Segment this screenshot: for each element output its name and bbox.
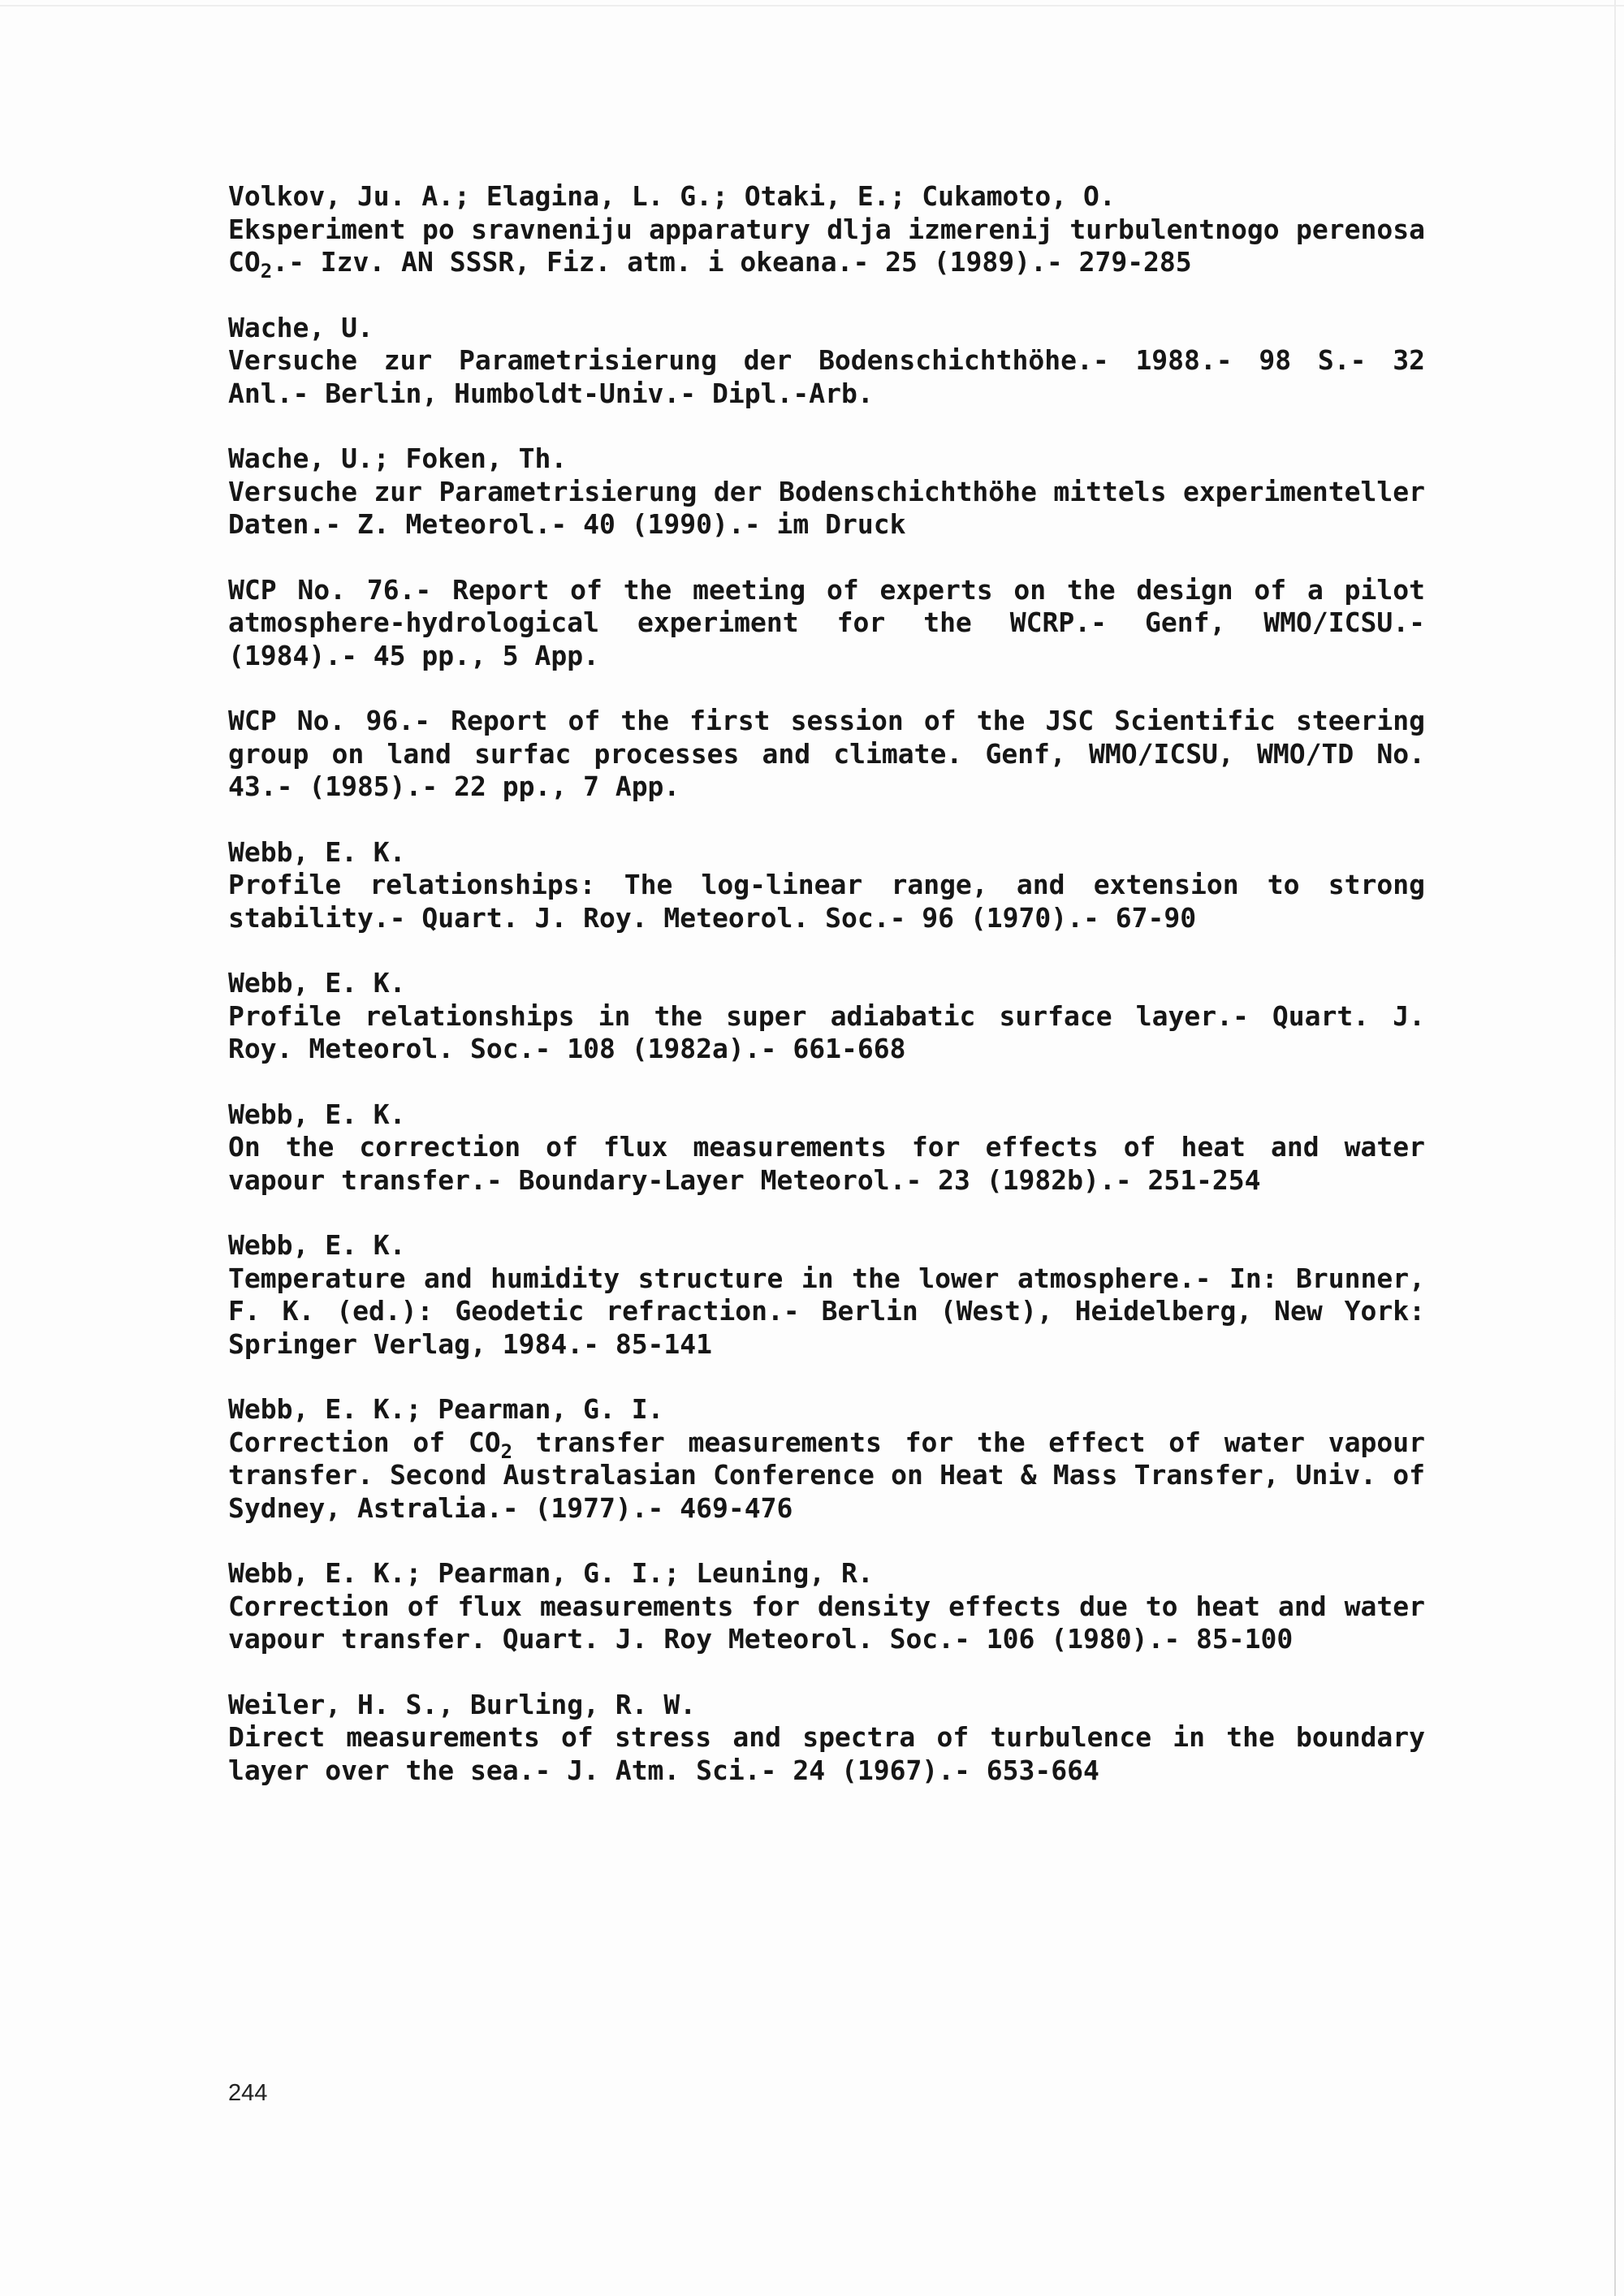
reference-text: WCP No. 96.- Report of the first session of the JSC Scientific steering group on land surfac processes and climate. Genf, WMO/ICSU, WMO/TD No. 43.- (1985).- 22 pp., 7 App. <box>228 705 1425 802</box>
reference-author: Wache, U. <box>228 311 374 343</box>
page-number: 244 <box>228 2080 268 2106</box>
reference-text: Profile relationships: The log-linear range, and extension to strong stability.- Quart. J. Roy. Meteorol. Soc.- 96 (1970).- 67-90 <box>228 869 1425 934</box>
reference-entry <box>228 312 1425 411</box>
reference-text: Profile relationships in the super adiabatic surface layer.- Quart. J. Roy. Meteorol. Soc.- 108 (1982a).- 661-668 <box>228 999 1425 1064</box>
reference-text <box>228 1426 1425 1526</box>
reference-text: WCP No. 76.- Report of the meeting of experts on the design of a pilot atmosphere-hydrological experiment for the WCRP.- Genf, WMO/ICSU.- (1984).- 45 pp., 5 App. <box>228 573 1425 671</box>
reference-list <box>228 180 1425 1819</box>
reference-entry <box>228 442 1425 542</box>
reference-author: Weiler, H. S., Burling, R. W. <box>228 1688 697 1720</box>
reference-text: Correction of flux measurements for density effects due to heat and water vapour transfer. Quart. J. Roy Meteorol. Soc.- 106 (1980).- 85-100 <box>228 1590 1425 1655</box>
reference-author: Volkov, Ju. A.; Elagina, L. G.; Otaki, E.; Cukamoto, O. <box>228 180 1116 212</box>
reference-entry <box>228 1689 1425 1788</box>
reference-text-part: Correction of CO <box>228 1426 501 1458</box>
reference-text: On the correction of flux measurements for effects of heat and water vapour transfer.- Boundary-Layer Meteorol.- 23 (1982b).- 251-254 <box>228 1131 1425 1196</box>
scan-top-edge <box>0 5 1624 6</box>
reference-author: Webb, E. K.; Pearman, G. I.; Leuning, R. <box>228 1557 874 1589</box>
reference-entry <box>228 1098 1425 1198</box>
subscript: 2 <box>500 1439 513 1463</box>
reference-author: Webb, E. K. <box>228 967 406 999</box>
reference-text-part: transfer measurements for the effect of water vapour transfer. Second Australasian Conference on Heat & Mass Transfer, Univ. of Sydney, Astralia.- (1977).- 469-476 <box>228 1426 1425 1524</box>
reference-text: Versuche zur Parametrisierung der Bodenschichthöhe.- 1988.- 98 S.- 32 Anl.- Berlin, Humboldt-Univ.- Dipl.-Arb. <box>228 344 1425 409</box>
reference-entry <box>228 836 1425 935</box>
reference-author: Webb, E. K.; Pearman, G. I. <box>228 1393 664 1425</box>
reference-entry <box>228 1229 1425 1361</box>
reference-entry <box>228 1557 1425 1656</box>
scan-right-edge <box>1614 0 1616 2296</box>
reference-entry <box>228 574 1425 673</box>
reference-entry <box>228 705 1425 804</box>
reference-entry <box>228 1393 1425 1525</box>
reference-author: Webb, E. K. <box>228 1098 406 1130</box>
reference-author: Webb, E. K. <box>228 1229 406 1261</box>
reference-text: Temperature and humidity structure in the lower atmosphere.- In: Brunner, F. K. (ed.): Geodetic refraction.- Berlin (West), Heidelberg, New York: Springer Verlag, 1984.- 85-141 <box>228 1262 1425 1360</box>
reference-author: Webb, E. K. <box>228 835 406 868</box>
reference-entry <box>228 967 1425 1066</box>
reference-text-part: .- Izv. AN SSSR, Fiz. atm. i okeana.- 25 (1989).- 279-285 <box>272 246 1192 278</box>
reference-author: Wache, U.; Foken, Th. <box>228 442 568 474</box>
reference-text: Direct measurements of stress and spectra of turbulence in the boundary layer over the sea.- J. Atm. Sci.- 24 (1967).- 653-664 <box>228 1721 1425 1786</box>
reference-entry <box>228 180 1425 283</box>
subscript: 2 <box>260 260 273 283</box>
reference-text-part: Eksperiment po sravneniju apparatury dlja izmerenij turbulentnogo perenosa CO <box>228 213 1425 278</box>
reference-text <box>228 213 1425 283</box>
reference-text: Versuche zur Parametrisierung der Bodenschichthöhe mittels experimenteller Daten.- Z. Meteorol.- 40 (1990).- im Druck <box>228 475 1425 540</box>
